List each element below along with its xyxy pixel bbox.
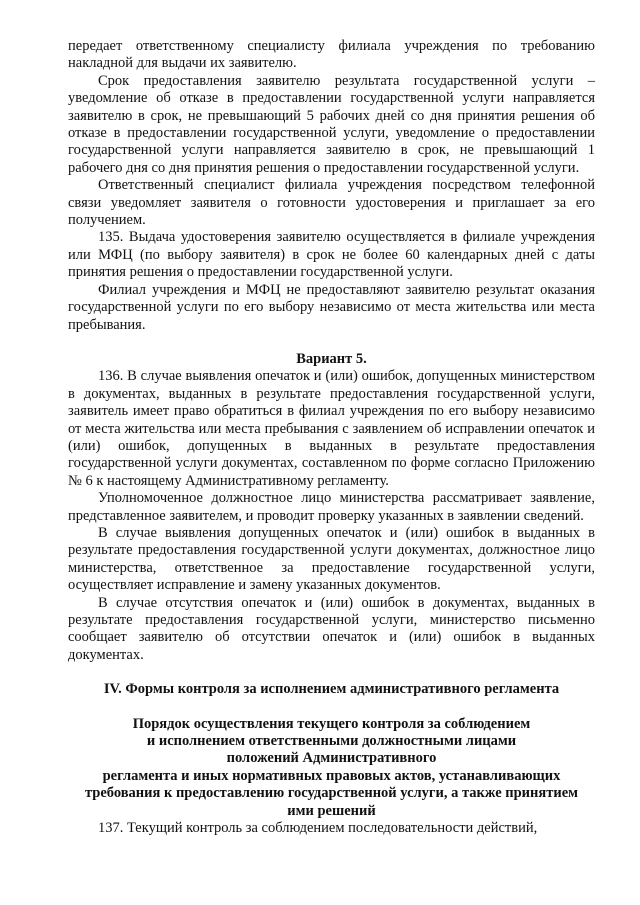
subsection-heading-line: регламента и иных нормативных правовых актов, устанавливающих	[102, 767, 561, 784]
paragraph: 137. Текущий контроль за соблюдением последовательности действий,	[98, 820, 538, 837]
paragraph: Филиал учреждения и МФЦ не предоставляют заявителю результат оказания государственной услуги по его выбору независимо от места жительства или места пребывания.	[68, 281, 595, 333]
variant-heading: Вариант 5.	[296, 350, 367, 367]
paragraph: Ответственный специалист филиала учреждения посредством телефонной связи уведомляет заявителя о готовности удостоверения и приглашает за его получением.	[68, 177, 595, 229]
subsection-heading-line: положений Административного	[226, 750, 437, 767]
subsection-heading-line: ими решений	[287, 802, 376, 819]
paragraph: 135. Выдача удостоверения заявителю осуществляется в филиале учреждения или МФЦ (по выбору заявителя) в срок не более 60 календарных дней с даты принятия решения о предоставлении государственной услуги.	[68, 229, 595, 281]
paragraph: передает ответственному специалисту филиала учреждения по требованию накладной для выдачи их заявителю.	[68, 38, 595, 72]
paragraph: Уполномоченное должностное лицо министерства рассматривает заявление, представленное заявителем, и проводит проверку указанных в заявлении сведений.	[68, 490, 595, 524]
document-page	[68, 38, 595, 837]
paragraph: 136. В случае выявления опечаток и (или) ошибок, допущенных министерством в документах, выданных в результате предоставления государственной услуги, заявитель имеет право обратиться в филиал учреждения по его выбору независимо от места жительства или места пребывания с заявлением об исправлении опечаток и (или) ошибок, допущенных в выданных в результате предоставления государственной услуги документах, составленном по форме согласно Приложению № 6 к настоящему Административному регламенту.	[68, 368, 595, 489]
section-heading: IV. Формы контроля за исполнением административного регламента	[103, 681, 560, 698]
paragraph: Срок предоставления заявителю результата государственной услуги – уведомление об отказе в предоставлении государственной услуги направляется заявителю в срок, не превышающий 5 рабочих дней со дня принятия решения об отказе в предоставлении государственной услуги, уведомление о предоставлении государственной услуги направляется заявителю в срок, не превышающий 1 рабочего дня со дня принятия решения о предоставлении государственной услуги.	[68, 72, 595, 176]
subsection-heading-line: требования к предоставлению государственной услуги, а также принятием	[84, 785, 579, 802]
subsection-heading-line: Порядок осуществления текущего контроля за соблюдением	[132, 715, 531, 732]
subsection-heading-line: и исполнением ответственными должностными лицами	[146, 733, 517, 750]
paragraph: В случае выявления допущенных опечаток и (или) ошибок в выданных в результате предоставления государственной услуги документах, должностное лицо министерства, ответственное за предоставление государственной услуги, осуществляет исправление и замену указанных документов.	[68, 524, 595, 594]
paragraph: В случае отсутствия опечаток и (или) ошибок в документах, выданных в результате предоставления государственной услуги, министерство письменно сообщает заявителю об отсутствии опечаток и (или) ошибок в выданных документах.	[68, 594, 595, 663]
